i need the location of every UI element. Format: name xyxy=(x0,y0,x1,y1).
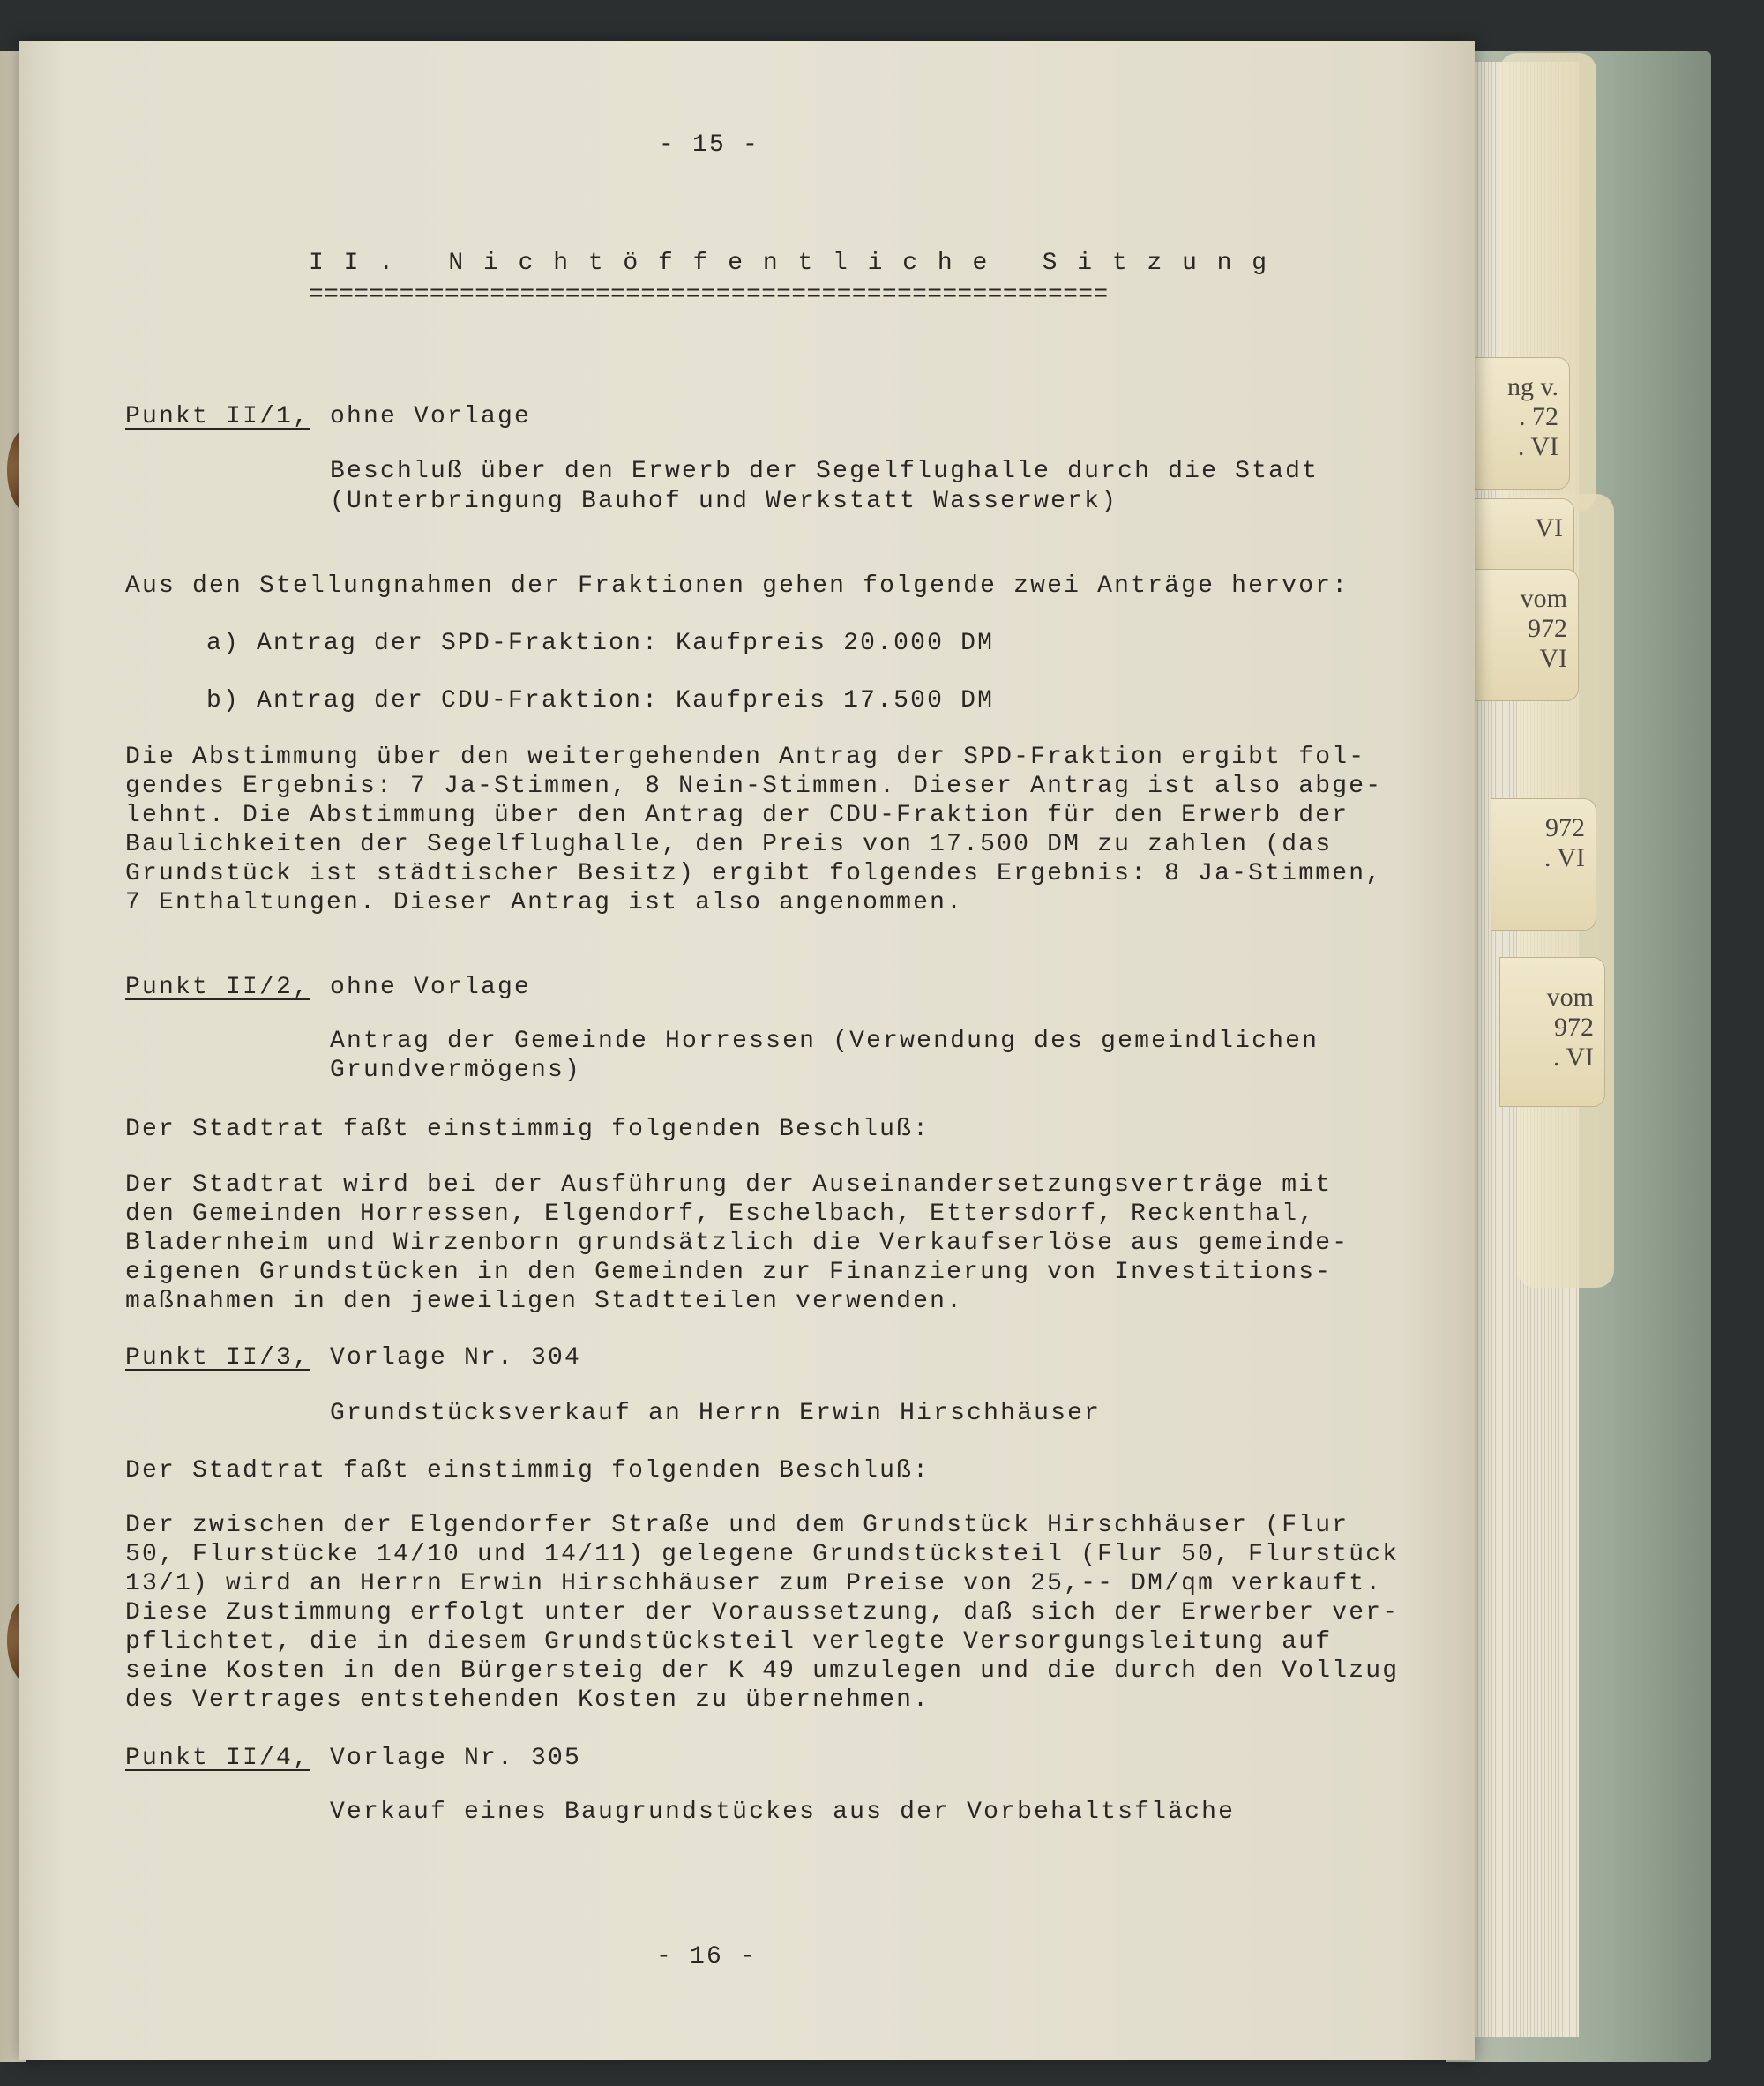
paragraph-line: Baulichkeiten der Segelflughalle, den Preis von 17.500 DM zu zahlen (das xyxy=(125,831,1333,858)
paragraph-line: Grundstück ist städtischer Besitz) ergibt folgendes Ergebnis: 8 Ja-Stimmen, xyxy=(125,860,1383,887)
page-number-bottom: - 16 - xyxy=(656,1943,758,1970)
item-label: Punkt II/1, xyxy=(125,403,310,430)
paragraph-line: eigenen Grundstücken in den Gemeinden zur Finanzierung von Investitions- xyxy=(125,1259,1333,1286)
index-tab-2[interactable]: VI xyxy=(1469,498,1574,582)
index-tab-3[interactable]: vom 972 VI xyxy=(1473,569,1579,701)
paragraph-line: des Vertrages entstehenden Kosten zu übernehmen. xyxy=(125,1686,931,1714)
index-tab-5[interactable]: vom 972 . VI xyxy=(1499,957,1605,1107)
item-subject-line: Verkauf eines Baugrundstückes aus der Vorbehaltsfläche xyxy=(330,1798,1236,1826)
item-intro: Aus den Stellungnahmen der Fraktionen gehen folgende zwei Anträge hervor: xyxy=(125,572,1349,600)
paragraph-line: 13/1) wird an Herrn Erwin Hirschhäuser zum Preise von 25,-- DM/qm verkauft. xyxy=(125,1570,1383,1597)
paragraph-line: den Gemeinden Horressen, Elgendorf, Eschelbach, Ettersdorf, Reckenthal, xyxy=(125,1200,1316,1228)
paragraph-line: Diese Zustimmung erfolgt unter der Voraussetzung, daß sich der Erwerber ver- xyxy=(125,1599,1400,1626)
page-number-top: - 15 - xyxy=(659,131,760,159)
paragraph-line: seine Kosten in den Bürgersteig der K 49 umzulegen und die durch den Vollzug xyxy=(125,1657,1400,1685)
paragraph-line: Bladernheim und Wirzenborn grundsätzlich die Verkaufserlöse aus gemeinde- xyxy=(125,1230,1349,1257)
paragraph-line: Der zwischen der Elgendorfer Straße und dem Grundstück Hirschhäuser (Flur xyxy=(125,1512,1349,1539)
item-vorlage: Vorlage Nr. 305 xyxy=(330,1745,582,1772)
heading-underline-rule: ===================================================== xyxy=(309,281,1109,309)
item-label: Punkt II/3, xyxy=(125,1344,310,1372)
item-vorlage: ohne Vorlage xyxy=(330,974,532,1001)
motion-a: a) Antrag der SPD-Fraktion: Kaufpreis 20.000 DM xyxy=(206,630,995,657)
paragraph-line: Die Abstimmung über den weitergehenden Antrag der SPD-Fraktion ergibt fol- xyxy=(125,744,1366,771)
section-heading: II. Nichtöffentliche Sitzung xyxy=(309,250,1287,277)
item-vorlage: ohne Vorlage xyxy=(330,403,532,430)
item-subject-line: (Unterbringung Bauhof und Werkstatt Wasserwerk) xyxy=(330,488,1118,515)
item-subject-line: Grundstücksverkauf an Herrn Erwin Hirschhäuser xyxy=(330,1400,1102,1427)
paragraph-line: Der Stadtrat wird bei der Ausführung der Auseinandersetzungsverträge mit xyxy=(125,1171,1333,1199)
index-tab-4[interactable]: 972 . VI xyxy=(1491,798,1596,931)
motion-b: b) Antrag der CDU-Fraktion: Kaufpreis 17.500 DM xyxy=(206,687,995,714)
item-subject-line: Grundvermögens) xyxy=(330,1057,582,1084)
item-subject-line: Antrag der Gemeinde Horressen (Verwendung des gemeindlichen xyxy=(330,1028,1319,1055)
item-intro: Der Stadtrat faßt einstimmig folgenden Beschluß: xyxy=(125,1457,931,1484)
paragraph-line: lehnt. Die Abstimmung über den Antrag der CDU-Fraktion für den Erwerb der xyxy=(125,802,1349,829)
paragraph-line: maßnahmen in den jeweiligen Stadtteilen verwenden. xyxy=(125,1288,964,1315)
item-subject-line: Beschluß über den Erwerb der Segelflughalle durch die Stadt xyxy=(330,458,1319,485)
index-tab-1[interactable]: ng v. . 72 . VI xyxy=(1464,357,1570,490)
item-vorlage: Vorlage Nr. 304 xyxy=(330,1344,582,1372)
paragraph-line: gendes Ergebnis: 7 Ja-Stimmen, 8 Nein-Stimmen. Dieser Antrag ist also abge- xyxy=(125,773,1383,800)
item-label: Punkt II/2, xyxy=(125,974,310,1001)
item-intro: Der Stadtrat faßt einstimmig folgenden Beschluß: xyxy=(125,1116,931,1143)
paragraph-line: 50, Flurstücke 14/10 und 14/11) gelegene Grundstücksteil (Flur 50, Flurstück xyxy=(125,1541,1400,1568)
paragraph-line: pflichtet, die in diesem Grundstücksteil verlegte Versorgungsleitung auf xyxy=(125,1628,1333,1656)
paragraph-line: 7 Enthaltungen. Dieser Antrag ist also angenommen. xyxy=(125,889,964,916)
document-page xyxy=(19,41,1475,2060)
item-label: Punkt II/4, xyxy=(125,1745,310,1772)
